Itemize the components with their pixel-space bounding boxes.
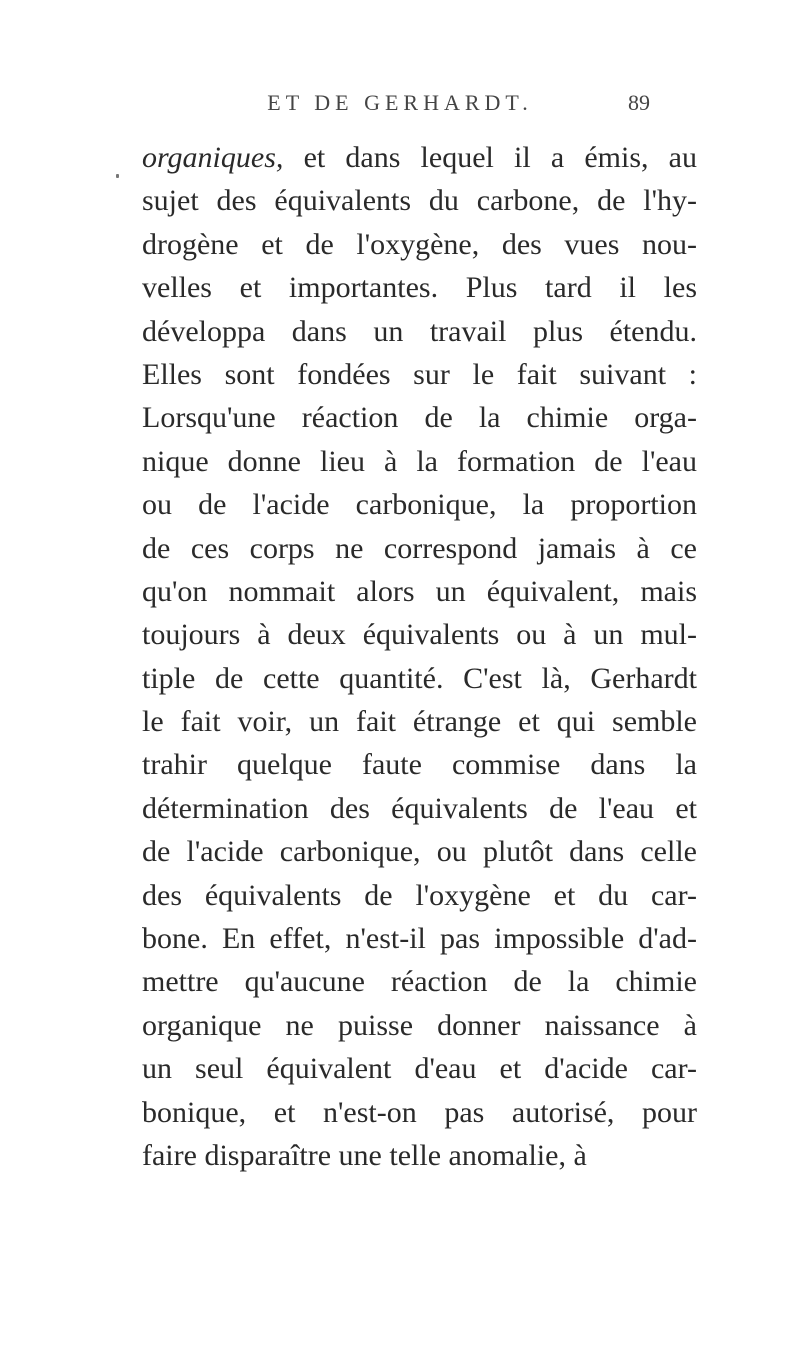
text-line: de l'acide carbonique, ou plutôt dans celle [142,835,697,869]
margin-mark [116,174,119,178]
body-text [142,136,697,1177]
text-line: un seul équivalent d'eau et d'acide car- [142,1052,697,1086]
text-line: Elles sont fondées sur le fait suivant : [142,357,697,391]
text-line: mettre qu'aucune réaction de la chimie [142,965,697,999]
text-line: trahir quelque faute commise dans la [142,748,697,782]
text-line [142,136,697,179]
running-title: ET DE GERHARDT. [267,90,533,115]
running-head [0,88,800,118]
text-line: drogène et de l'oxygène, des vues nou- [142,227,697,261]
text-line: toujours à deux équivalents ou à un mul- [142,618,697,652]
text-line: velles et importantes. Plus tard il les [142,271,697,305]
text-line: des équivalents de l'oxygène et du car- [142,878,697,912]
line-rest: et dans lequel il a émis, au [283,141,697,174]
text-line: sujet des équivalents du carbone, de l'hy- [142,184,697,218]
text-line: faire disparaître une telle anomalie, à [142,1138,587,1172]
text-line: tiple de cette quantité. C'est là, Gerhardt [142,661,697,695]
text-line: détermination des équivalents de l'eau et [142,791,697,825]
text-line: organique ne puisse donner naissance à [142,1008,697,1042]
text-line: bonique, et n'est-on pas autorisé, pour [142,1095,697,1129]
text-line: de ces corps ne correspond jamais à ce [142,531,697,565]
italic-word: organiques, [142,141,284,174]
text-line: ou de l'acide carbonique, la proportion [142,488,697,522]
text-line: nique donne lieu à la formation de l'eau [142,444,697,478]
page-number: 89 [628,90,650,115]
text-line: le fait voir, un fait étrange et qui semble [142,705,697,739]
text-line: qu'on nommait alors un équivalent, mais [142,574,697,608]
text-line: bone. En effet, n'est-il pas impossible d'ad- [142,922,697,956]
text-line: développa dans un travail plus étendu. [142,314,697,348]
text-line: Lorsqu'une réaction de la chimie orga- [142,401,697,435]
